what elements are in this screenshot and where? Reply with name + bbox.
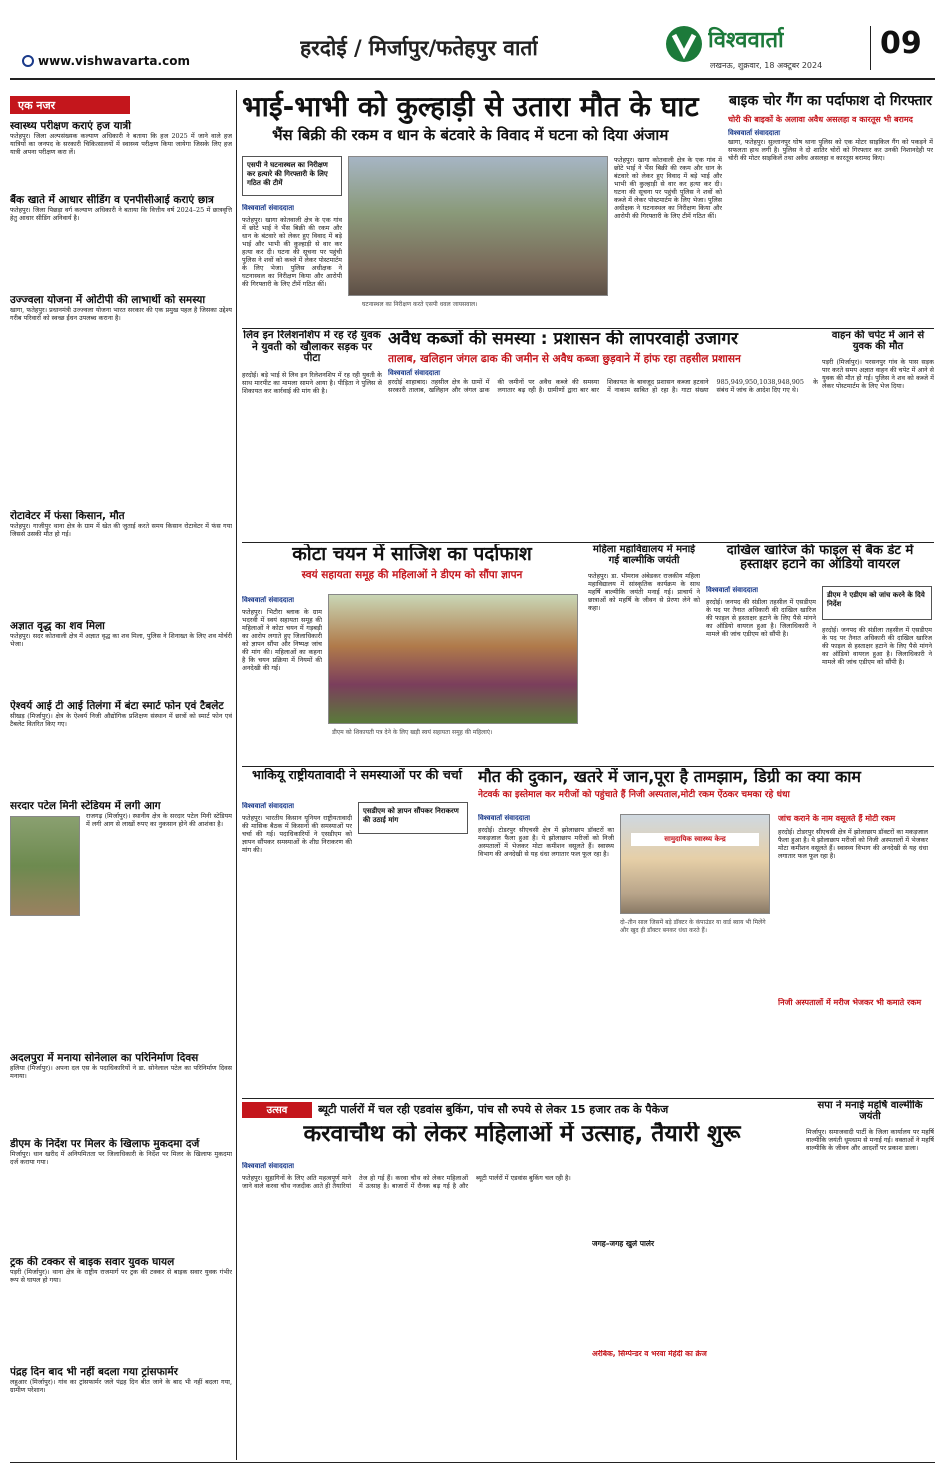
sidebar-item — [10, 620, 232, 688]
maut-story — [478, 768, 934, 1098]
sidebar-item-title: रोटावेटर में फंसा किसान, मौत — [10, 510, 125, 522]
bkr-pullquote — [358, 802, 468, 834]
bike-gang-story — [728, 90, 933, 320]
sidebar-item-text: सीखड़ (मिर्जापुर)। क्षेत्र के ऐश्वर्य निजी औद्योगिक प्रशिक्षण संस्थान में छात्रों को स्मार्ट फोन एवं टैबलेट वितरित किए गए। — [10, 712, 232, 728]
sidebar-item-title: सरदार पटेल मिनी स्टेडियम में लगी आग — [10, 800, 161, 812]
dakhil-text-col2: हरदोई। जनपद की संडीला तहसील में एसडीएम के पद पर तैनात अधिकारी की दाखिल खारिज की फाइल से हस्ताक्षर हटाने के लिए पैसे मांगने का ऑडियो वायरल हुआ है। जिलाधिकारी ने मामले की जांच एडीएम को सौंपी है। — [822, 626, 932, 666]
page-number: 09 — [880, 26, 922, 61]
bike-gang-headline: बाइक चोर गैंग का पर्दाफाश दो गिरफ्तार — [729, 93, 932, 109]
sidebar-item — [10, 800, 232, 1052]
bkr-pullquote-text: एसडीएम को ज्ञापन सौंपकर निराकरण की उठाई मांग — [363, 807, 459, 824]
sidebar-item-title: अदलपुरा में मनाया सोनेलाल का परिनिर्माण दिवस — [10, 1052, 199, 1064]
website-url[interactable]: www.vishwavarta.com — [38, 54, 190, 68]
avaidh-story — [388, 330, 818, 540]
avaidh-byline: विश्ववार्ता संवाददाता — [388, 368, 441, 377]
valmiki-college-story — [588, 544, 700, 764]
avaidh-subhead: तालाब, खलिहान जंगल ढाक की जमीन से अवैध कब्जा छुड़वाने में हांफ रहा तहसील प्रशासन — [388, 352, 741, 365]
maut-box-heading2: निजी अस्पतालों में मरीज भेजकर भी कमाते रकम — [778, 998, 922, 1007]
maut-text-col3: हरदोई। टोडरपुर सीएचसी क्षेत्र में झोलाछाप डॉक्टरों का मकड़जाल फैला हुआ है। ये झोलाछाप मरीजों को निजी अस्पतालों में भेजकर मोटा कमीशन वसूलते हैं। स्वास्थ्य विभाग की अनदेखी से यह धंधा लगातार फल फूल रहा है। — [778, 828, 928, 860]
sidebar-item-text: पड़री (मिर्जापुर)। थाना क्षेत्र के राष्ट्रीय राजमार्ग पर ट्रक की टक्कर से बाइक सवार युवक गंभीर रूप से घायल हो गया। — [10, 1268, 232, 1284]
sidebar-item-text: फतेहपुर। सदर कोतवाली क्षेत्र में अज्ञात वृद्ध का शव मिला, पुलिस ने शिनाख्त के लिए शव मोर्चरी भेजा। — [10, 632, 232, 648]
bike-gang-text: खागा, फतेहपुर। सुल्तानपुर घोष थाना पुलिस को एक मोटर साइकिल गैंग को पकड़ने में सफलता हाथ लगी है। पुलिस ने दो शातिर चोरों को गिरफ्तार कर उनकी निशानदेही पर चोरी की मोटर साइकिलें तथा अवैध असलहा व कारतूस बरामद किए। — [728, 137, 933, 162]
maut-text: हरदोई। टोडरपुर सीएचसी क्षेत्र में झोलाछाप डॉक्टरों का मकड़जाल फैला हुआ है। ये झोलाछाप मरीजों को निजी अस्पतालों में भेजकर मोटा कमीशन वसूलते हैं। स्वास्थ्य विभाग की अनदेखी से यह धंधा लगातार फल फूल रहा है। — [478, 826, 614, 858]
sidebar-item — [10, 294, 232, 446]
sidebar-item — [10, 1052, 232, 1128]
kota-text: फतेहपुर। भिटौरा ब्लाक के ग्राम भदरवी में स्वयं सहायता समूह की महिलाओं ने कोटा चयन में गड़बड़ी का आरोप लगाते हुए जिलाधिकारी को ज्ञापन सौंपा और निष्पक्ष जांच की मांग की। महिलाओं का कहना है कि चयन प्रक्रिया में नियमों की अनदेखी की गई। — [242, 608, 322, 672]
bkr-byline: विश्ववार्ता संवाददाता — [242, 802, 295, 810]
lead-caption: घटनास्थल का निरीक्षण करते एसपी धवल जायसवाल। — [362, 301, 478, 308]
sidebar-item-title: अज्ञात वृद्ध का शव मिला — [10, 620, 105, 632]
lead-pullquote-text: एसपी ने घटनास्थल का निरीक्षण कर हत्यारे की गिरफ्तारी के लिए गठित की टीमें — [247, 161, 328, 187]
sidebar-item-text: फतेहपुर। जिला अल्पसंख्यक कल्याण अधिकारी ने बताया कि हज 2025 में जाने वाले हज यात्रियों का जनपद के सरकारी चिकित्सालयों में स्वास्थ्य परीक्षण किया जायेगा जिसके लिए हज यात्री अपना परीक्षण करा लें। — [10, 132, 232, 156]
sidebar-item — [10, 120, 232, 196]
valmiki-college-headline: महिला महाविद्यालय में मनाई गई बाल्मीकि जयंती — [592, 544, 696, 566]
sidebar-item-title: पंद्रह दिन बाद भी नहीं बदला गया ट्रांसफार्मर — [10, 1366, 178, 1378]
maut-box-heading: जांच कराने के नाम वसूलते हैं मोटी रकम — [778, 814, 896, 823]
dakhil-byline: विश्ववार्ता संवाददाता — [706, 586, 759, 594]
brand-name: विश्ववार्ता — [708, 28, 784, 53]
sidebar-item-text: फतेहपुर। जिला पिछड़ा वर्ग कल्याण अधिकारी ने बताया कि वित्तीय वर्ष 2024–25 में छात्रवृत्ति हेतु आधार सीडिंग अनिवार्य है। — [10, 206, 232, 222]
sidebar-item-text: लहुआर (मिर्जापुर)। गांव का ट्रांसफार्मर जले पंद्रह दिन बीत जाने के बाद भी नहीं बदला गया, ग्रामीण परेशान। — [10, 1378, 232, 1394]
maut-caption: दो–तीन साल जिसमें बड़े डॉक्टर के कंपाउंडर या वार्ड ब्वाय भी मिलेंगे और खुद ही डॉक्टर बनकर धंधा करते हैं। — [620, 919, 766, 934]
sidebar-item — [10, 700, 232, 776]
avaidh-headline: अवैध कब्जों की समस्या : प्रशासन की लापरवाही उजागर — [388, 330, 738, 349]
kota-story — [242, 544, 582, 764]
maut-headline: मौत की दुकान, खतरे में जान,पूरा है तामझाम, डिग्री का क्या काम — [478, 768, 861, 786]
utsav-text: फतेहपुर। सुहागिनों के लिए अति महत्वपूर्ण माने जाने वाले करवा चौथ नजदीक आते ही तैयारियां तेज हो गई हैं। करवा चौथ को लेकर महिलाओं में उत्साह है। बाजारों में रौनक बढ़ गई है और ब्यूटी पार्लरों में एडवांस बुकिंग चल रही है। — [242, 1174, 571, 1190]
lead-pullquote — [242, 156, 342, 196]
vahan-headline: वाहन की चपेट में आने से युवक की मौत — [831, 330, 925, 352]
kota-headline: कोटा चयन में साजिश का पर्दाफाश — [292, 544, 532, 565]
sidebar-item-text: खागा, फतेहपुर। प्रधानमंत्री उज्ज्वला योजना भारत सरकार की एक प्रमुख पहल है जिसका उद्देश्य गरीब परिवारों को स्वच्छ ईंधन उपलब्ध कराना है। — [10, 306, 232, 322]
sidebar-item — [10, 194, 232, 294]
brand-logo-icon — [666, 26, 702, 62]
maut-byline: विश्ववार्ता संवाददाता — [478, 814, 531, 822]
utsav-label: उत्सव — [242, 1102, 312, 1118]
dakhil-pullquote-text: डीएम ने एडीएम को जांच करने के दिये निर्देश — [827, 591, 925, 608]
utsav-byline: विश्ववार्ता संवाददाता — [242, 1162, 295, 1170]
sidebar-item — [10, 1366, 232, 1458]
sidebar-label: एक नजर — [10, 96, 130, 114]
dateline: लखनऊ, शुक्रवार, 18 अक्टूबर 2024 — [710, 61, 823, 70]
livein-text: हरदोई। बड़े भाई से लिव इन रिलेशनशिप में रह रही युवती के साथ मारपीट का मामला सामने आया है। पीड़िता ने पुलिस से शिकायत कर कार्रवाई की मांग की है। — [242, 370, 382, 395]
dakhil-story — [706, 544, 934, 764]
maut-subhead: नेटवर्क का इस्तेमाल कर मरीजों को पहुंचाते हैं निजी अस्पताल,मोटी रकम ऐंठकर चमका रहे धंधा — [478, 789, 790, 800]
sidebar-item-title: डीएम के निर्देश पर मिलर के खिलाफ मुकदमा दर्ज — [10, 1138, 200, 1150]
lead-story — [242, 90, 722, 330]
sidebar-item-title: ऐश्वर्य आई टी आई तिलंगा में बंटा स्मार्ट फोन एवं टैबलेट — [10, 700, 224, 712]
vahan-story — [822, 330, 934, 540]
sidebar-item-title: ट्रक की टक्कर से बाइक सवार युवक घायल — [10, 1256, 175, 1268]
maut-photo — [620, 814, 770, 914]
lead-text-col3: फतेहपुर। खागा कोतवाली क्षेत्र के एक गांव में छोटे भाई ने भैंस बिक्री की रकम और धान के बंटवारे को लेकर हुए विवाद में बड़े भाई और भाभी की कुल्हाड़ी से वार कर हत्या कर दी। घटना की सूचना पर पहुंची पुलिस ने शवों को कब्जे में लेकर पोस्टमार्टम के लिए भेजा। पुलिस अधीक्षक ने घटनास्थल का निरीक्षण किया और आरोपी की गिरफ्तारी के लिए टीमें गठित कीं। — [614, 156, 722, 220]
dakhil-text: हरदोई। जनपद की संडीला तहसील में एसडीएम के पद पर तैनात अधिकारी की दाखिल खारिज की फाइल से हस्ताक्षर हटाने के लिए पैसे मांगने का ऑडियो वायरल हुआ है। जिलाधिकारी ने मामले की जांच एडीएम को सौंपी है। — [706, 598, 816, 638]
bike-gang-byline: विश्ववार्ता संवाददाता — [728, 128, 781, 137]
sidebar-item-text: मिर्जापुर। धान खरीद में अनियमितता पर जिलाधिकारी के निर्देश पर मिलर के खिलाफ मुकदमा दर्ज कराया गया। — [10, 1150, 232, 1166]
utsav-box-heading2: अरेबिक, सिम्पेन्डर व भरवा मेहंदी का क्रेज — [592, 1350, 707, 1358]
sidebar-item-text: राजगढ़ (मिर्जापुर)। स्थानीय क्षेत्र के सरदार पटेल मिनी स्टेडियम में लगी आग से लाखों रुपए का नुकसान होने की आशंका है। — [86, 812, 232, 828]
kota-subhead: स्वयं सहायता समूह की महिलाओं ने डीएम को सौंपा ज्ञापन — [301, 568, 523, 581]
lead-headline: भाई-भाभी को कुल्हाड़ी से उतारा मौत के घाट — [242, 90, 699, 123]
sidebar-item — [10, 1256, 232, 1358]
sidebar-item — [10, 510, 232, 602]
lead-text: फतेहपुर। खागा कोतवाली क्षेत्र के एक गांव में छोटे भाई ने भैंस बिक्री की रकम और धान के बंटवारे को लेकर हुए विवाद में बड़े भाई और भाभी की कुल्हाड़ी से वार कर हत्या कर दी। घटना की सूचना पर पहुंची पुलिस ने शवों को कब्जे में लेकर पोस्टमार्टम के लिए भेजा। पुलिस अधीक्षक ने घटनास्थल का निरीक्षण किया और आरोपी की गिरफ्तारी के लिए टीमें गठित कीं। — [242, 216, 342, 288]
stadium-fire-photo — [10, 816, 80, 916]
vahan-text: पड़री (मिर्जापुर)। परसनपुर गांव के पास सड़क पार करते समय अज्ञात वाहन की चपेट में आने से युवक की मौत हो गई। पुलिस ने शव को कब्जे में लेकर पोस्टमार्टम के लिए भेज दिया। — [822, 358, 934, 390]
sidebar-item-title: उज्ज्वला योजना में ओटीपी की लाभार्थी को समस्या — [10, 294, 206, 306]
sapa-valmiki-headline: सपा ने मनाई महर्षि वाल्मीकि जयंती — [817, 1100, 923, 1122]
utsav-story — [242, 1100, 802, 1460]
bike-gang-subhead: चोरी की बाइकों के अलावा अवैध असलहा व कारतूस भी बरामद — [728, 115, 913, 125]
sidebar-item-text: फतेहपुर। गाजीपुर थाना क्षेत्र के ग्राम में खेत की जुताई करते समय किसान रोटावेटर में फंस गया जिससे उसकी मौत हो गई। — [10, 522, 232, 538]
livein-headline: लिव इन रिलेशनशिप में रह रहे युवक ने युवती को खौलाकर सड़क पर पीटा — [243, 330, 381, 365]
dakhil-pullquote — [822, 586, 932, 620]
sidebar-item-text: हलिया (मिर्जापुर)। अपना दल एस के पदाधिकारियों ने डा. सोनेलाल पटेल का परिनिर्माण दिवस मनाया। — [10, 1064, 232, 1080]
section-title: हरदोई / मिर्जापुर/फतेहपुर वार्ता — [300, 36, 538, 60]
lead-photo — [348, 156, 608, 296]
kota-caption: डीएम को शिकायती पत्र देने के लिए खड़ी स्वयं सहायता समूह की महिलाएं। — [332, 729, 493, 736]
sidebar-item — [10, 1138, 232, 1230]
kota-byline: विश्ववार्ता संवाददाता — [242, 596, 295, 604]
sidebar-item-title: स्वास्थ्य परीक्षण कराएं हज यात्री — [10, 120, 131, 132]
utsav-kicker: ब्यूटी पार्लरों में चल रही एडवांस बुकिंग, पांच सौ रुपये से लेकर 15 हजार तक के पैकेज — [318, 1103, 669, 1116]
utsav-box-heading: जगह–जगह खुले पार्लर — [592, 1240, 655, 1248]
livein-story — [242, 330, 382, 540]
dakhil-headline: दाखिल खारिज की फाइल से बैंक डेट में हस्ताक्षर हटाने का ऑडियो वायरल — [726, 544, 914, 573]
utsav-headline: करवाचौथ को लेकर महिलाओं में उत्साह, तैयारी शुरू — [303, 1122, 741, 1147]
masthead — [0, 0, 945, 90]
sapa-valmiki-text: मिर्जापुर। समाजवादी पार्टी के जिला कार्यालय पर महर्षि वाल्मीकि जयंती धूमधाम से मनाई गई। वक्ताओं ने महर्षि वाल्मीकि के जीवन और आदर्शों पर प्रकाश डाला। — [806, 1128, 934, 1152]
sidebar-ek-nazar — [10, 90, 232, 1460]
bkr-headline: भाकियू राष्ट्रीयतावादी ने समस्याओं पर की चर्चा — [252, 768, 462, 782]
lead-subhead: भैंस बिक्री की रकम व धान के बंटवारे के विवाद में घटना को दिया अंजाम — [272, 125, 669, 144]
sapa-valmiki-story — [806, 1100, 934, 1460]
website-globe-icon — [22, 55, 34, 67]
chc-sign: सामुदायिक स्वास्थ्य केन्द्र — [631, 833, 759, 846]
avaidh-text: हरदोई शाहाबाद। तहसील क्षेत्र के ग्रामों में सरकारी तालाब, खलिहान और जंगल ढाक की जमीनों पर अवैध कब्जे की समस्या लगातार बढ़ रही है। ग्रामीणों द्वारा बार बार शिकायत के बावजूद प्रशासन कब्जा हटवाने में नाकाम साबित हो रहा है। गाटा संख्या 985,949,950,1038,948,905 के संबंध में जांच के आदेश दिए गए थे। — [388, 377, 818, 394]
sidebar-item-title: बैंक खाते में आधार सीडिंग व एनपीसीआई कराएं छात्र — [10, 194, 214, 206]
bkr-story — [242, 768, 472, 938]
kota-photo — [328, 594, 578, 724]
bkr-text: फतेहपुर। भारतीय किसान यूनियन राष्ट्रीयतावादी की मासिक बैठक में किसानों की समस्याओं पर चर्चा की गई। पदाधिकारियों ने एसडीएम को ज्ञापन सौंपकर समस्याओं के शीघ्र निराकरण की मांग की। — [242, 814, 352, 854]
lead-byline: विश्ववार्ता संवाददाता — [242, 204, 295, 212]
valmiki-college-text: फतेहपुर। डा. भीमराव अंबेडकर राजकीय महिला महाविद्यालय में सांस्कृतिक कार्यक्रम के साथ महर्षि बाल्मीकि जयंती मनाई गई। प्राचार्य ने छात्राओं को महर्षि के जीवन से प्रेरणा लेने को कहा। — [588, 572, 700, 612]
